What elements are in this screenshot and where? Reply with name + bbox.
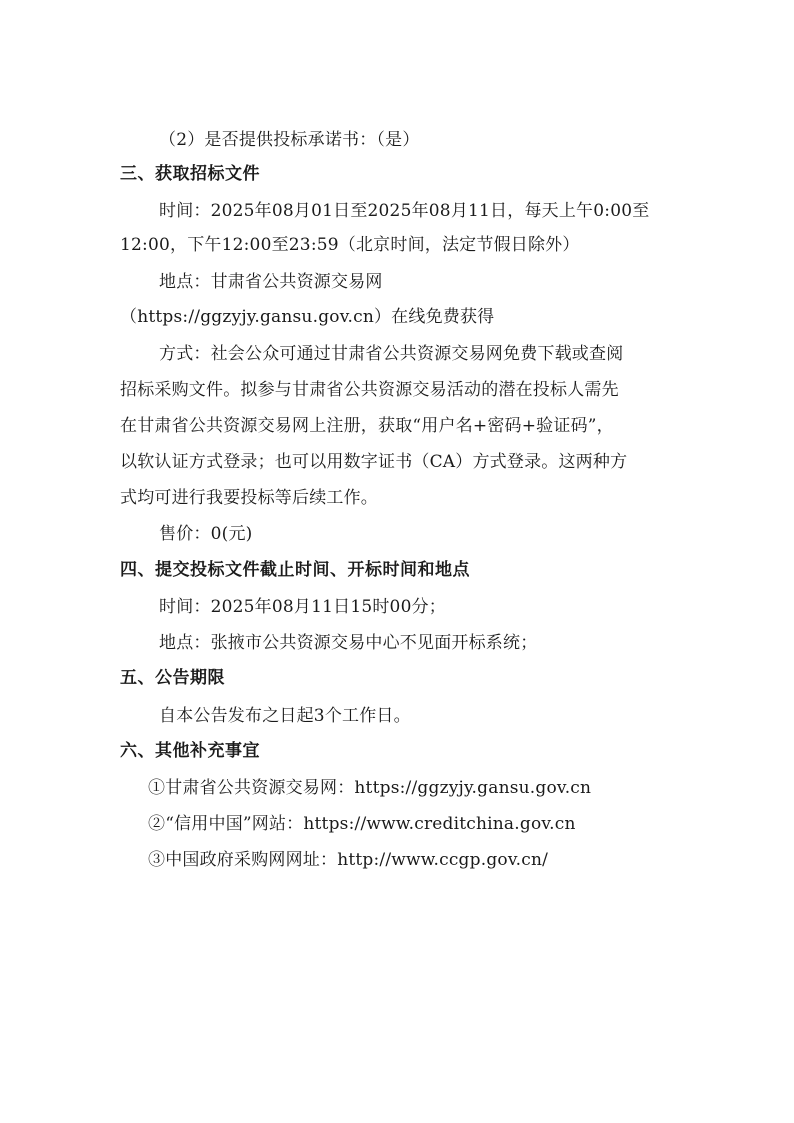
obtain-method-line-1: 方式：社会公众可通过甘肃省公共资源交易网免费下载或查阅 <box>159 344 624 364</box>
deadline-place-line: 地点：张掖市公共资源交易中心不见面开标系统； <box>159 633 538 653</box>
obtain-time-line-2: 12:00，下午12:00至23:59（北京时间，法定节假日除外） <box>120 235 580 255</box>
obtain-method-line-5: 式均可进行我要投标等后续工作。 <box>120 488 378 508</box>
notice-period-line: 自本公告发布之日起3个工作日。 <box>159 706 411 726</box>
link-credit-china[interactable]: ②“信用中国”网站：https://www.creditchina.gov.cn <box>148 814 576 834</box>
link-ccgp[interactable]: ③中国政府采购网网址：http://www.ccgp.gov.cn/ <box>148 850 549 870</box>
obtain-method-line-4: 以软认证方式登录；也可以用数字证书（CA）方式登录。这两种方 <box>120 452 628 472</box>
section-5-heading: 五、公告期限 <box>120 668 225 688</box>
obtain-time-line-1: 时间：2025年08月01日至2025年08月11日，每天上午0:00至 <box>159 201 650 221</box>
bid-commitment-item: （2）是否提供投标承诺书：（是） <box>159 130 420 150</box>
price-line: 售价：0(元) <box>159 524 253 544</box>
section-4-heading: 四、提交投标文件截止时间、开标时间和地点 <box>120 560 470 580</box>
section-6-heading: 六、其他补充事宜 <box>120 741 260 761</box>
deadline-time-line: 时间：2025年08月11日15时00分； <box>159 597 446 617</box>
link-gansu-trading[interactable]: ①甘肃省公共资源交易网：https://ggzyjy.gansu.gov.cn <box>148 778 592 798</box>
obtain-place-line-1: 地点：甘肃省公共资源交易网 <box>159 272 383 292</box>
obtain-method-line-3: 在甘肃省公共资源交易网上注册，获取“用户名+密码+验证码”， <box>120 416 614 436</box>
section-3-heading: 三、获取招标文件 <box>120 164 260 184</box>
obtain-method-line-2: 招标采购文件。拟参与甘肃省公共资源交易活动的潜在投标人需先 <box>120 380 619 400</box>
obtain-place-line-2: （https://ggzyjy.gansu.gov.cn）在线免费获得 <box>120 307 495 327</box>
